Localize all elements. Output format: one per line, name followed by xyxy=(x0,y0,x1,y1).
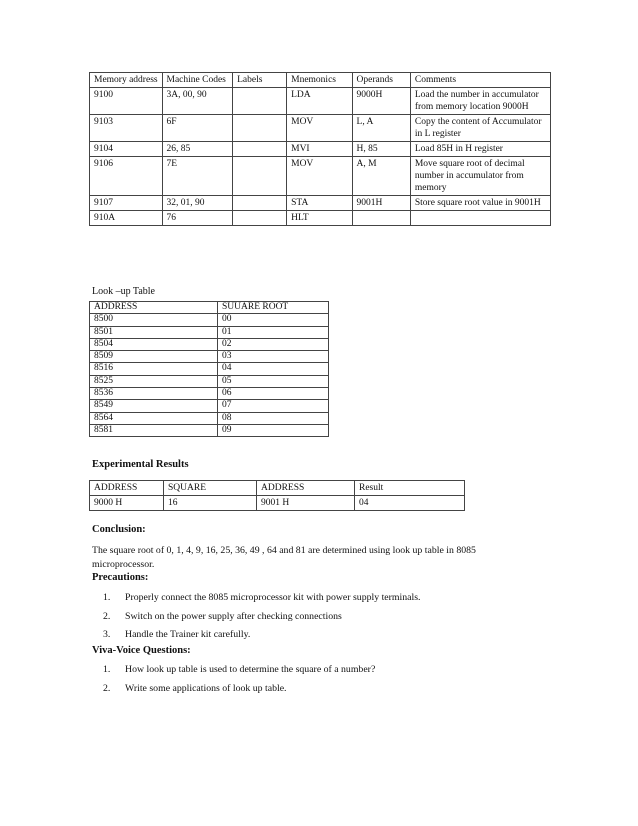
list-item xyxy=(92,683,375,702)
header-address: ADDRESS xyxy=(90,481,164,496)
cell-square-root: 03 xyxy=(218,351,329,363)
viva-questions-heading: Viva-Voice Questions: xyxy=(92,645,191,656)
cell-square-root: 01 xyxy=(218,326,329,338)
cell-square-root: 02 xyxy=(218,338,329,350)
cell-result: 04 xyxy=(355,496,465,511)
cell-square: 16 xyxy=(164,496,257,511)
list-text: How look up table is used to determine the square of a number? xyxy=(125,664,376,675)
cell-output-address: 9001 H xyxy=(257,496,355,511)
cell-mnemonic: STA xyxy=(287,196,352,211)
header-result: Result xyxy=(355,481,465,496)
cell-square-root: 09 xyxy=(218,424,329,436)
table-row xyxy=(90,157,551,196)
table-row xyxy=(90,142,551,157)
cell-machine-codes: 32, 01, 90 xyxy=(162,196,233,211)
cell-address: 8581 xyxy=(90,424,218,436)
list-text: Handle the Trainer kit carefully. xyxy=(125,629,251,640)
header-square: SQUARE xyxy=(164,481,257,496)
cell-address: 9107 xyxy=(90,196,163,211)
experimental-results-table xyxy=(89,480,465,511)
cell-address: 9103 xyxy=(90,115,163,142)
cell-address: 8504 xyxy=(90,338,218,350)
list-item xyxy=(92,664,375,683)
table-row xyxy=(90,338,329,350)
cell-comment: Move square root of decimal number in accumulator from memory xyxy=(410,157,550,196)
cell-operands: H, 85 xyxy=(352,142,410,157)
cell-mnemonic: LDA xyxy=(287,88,352,115)
table-row xyxy=(90,351,329,363)
table-row xyxy=(90,375,329,387)
cell-address: 8500 xyxy=(90,314,218,326)
list-number: 3. xyxy=(103,629,111,640)
cell-label xyxy=(233,157,287,196)
table-row xyxy=(90,400,329,412)
table-row xyxy=(90,196,551,211)
cell-label xyxy=(233,88,287,115)
table-row xyxy=(90,88,551,115)
lookup-table xyxy=(89,301,329,437)
experimental-header-row xyxy=(90,481,465,496)
cell-machine-codes: 26, 85 xyxy=(162,142,233,157)
cell-square-root: 00 xyxy=(218,314,329,326)
cell-mnemonic: HLT xyxy=(287,211,352,226)
cell-address: 8536 xyxy=(90,388,218,400)
table-row xyxy=(90,424,329,436)
program-table xyxy=(89,72,551,226)
cell-machine-codes: 3A, 00, 90 xyxy=(162,88,233,115)
cell-comment: Copy the content of Accumulator in L register xyxy=(410,115,550,142)
header-labels: Labels xyxy=(233,73,287,88)
list-item xyxy=(92,611,420,630)
list-number: 1. xyxy=(103,664,111,675)
cell-address: 8509 xyxy=(90,351,218,363)
precautions-list xyxy=(92,592,420,648)
cell-operands: 9001H xyxy=(352,196,410,211)
cell-address: 9104 xyxy=(90,142,163,157)
cell-mnemonic: MVI xyxy=(287,142,352,157)
header-machine-codes: Machine Codes xyxy=(162,73,233,88)
cell-operands: A, M xyxy=(352,157,410,196)
cell-label xyxy=(233,115,287,142)
lookup-table-title: Look –up Table xyxy=(92,286,155,297)
cell-label xyxy=(233,196,287,211)
cell-address: 9100 xyxy=(90,88,163,115)
cell-address: 8564 xyxy=(90,412,218,424)
cell-label xyxy=(233,211,287,226)
header-operands: Operands xyxy=(352,73,410,88)
table-row xyxy=(90,412,329,424)
cell-address: 910A xyxy=(90,211,163,226)
cell-mnemonic: MOV xyxy=(287,115,352,142)
cell-comment: Store square root value in 9001H xyxy=(410,196,550,211)
cell-address: 8516 xyxy=(90,363,218,375)
table-row xyxy=(90,388,329,400)
cell-square-root: 06 xyxy=(218,388,329,400)
table-row xyxy=(90,115,551,142)
list-text: Properly connect the 8085 microprocessor kit with power supply terminals. xyxy=(125,592,421,603)
header-address: ADDRESS xyxy=(90,302,218,314)
header-square-root: SUUARE ROOT xyxy=(218,302,329,314)
cell-operands: L, A xyxy=(352,115,410,142)
table-row xyxy=(90,211,551,226)
cell-operands xyxy=(352,211,410,226)
cell-address: 8549 xyxy=(90,400,218,412)
cell-machine-codes: 7E xyxy=(162,157,233,196)
cell-input-address: 9000 H xyxy=(90,496,164,511)
conclusion-heading: Conclusion: xyxy=(92,524,146,535)
cell-square-root: 05 xyxy=(218,375,329,387)
cell-comment: Load the number in accumulator from memory location 9000H xyxy=(410,88,550,115)
cell-mnemonic: MOV xyxy=(287,157,352,196)
cell-square-root: 08 xyxy=(218,412,329,424)
precautions-heading: Precautions: xyxy=(92,572,149,583)
header-comments: Comments xyxy=(410,73,550,88)
lookup-header-row xyxy=(90,302,329,314)
table-row xyxy=(90,496,465,511)
list-text: Switch on the power supply after checking connections xyxy=(125,610,342,622)
cell-label xyxy=(233,142,287,157)
cell-square-root: 04 xyxy=(218,363,329,375)
program-table-header-row xyxy=(90,73,551,88)
list-number: 2. xyxy=(103,682,111,694)
cell-comment: Load 85H in H register xyxy=(410,142,550,157)
cell-machine-codes: 76 xyxy=(162,211,233,226)
cell-square-root: 07 xyxy=(218,400,329,412)
cell-operands: 9000H xyxy=(352,88,410,115)
list-number: 1. xyxy=(103,592,111,603)
cell-comment xyxy=(410,211,550,226)
list-item xyxy=(92,592,420,611)
header-mnemonics: Mnemonics xyxy=(287,73,352,88)
viva-questions-list xyxy=(92,664,375,701)
cell-address: 8525 xyxy=(90,375,218,387)
list-number: 2. xyxy=(103,610,111,622)
cell-address: 9106 xyxy=(90,157,163,196)
table-row xyxy=(90,363,329,375)
experimental-results-heading: Experimental Results xyxy=(92,459,189,470)
table-row xyxy=(90,314,329,326)
header-address: ADDRESS xyxy=(257,481,355,496)
cell-machine-codes: 6F xyxy=(162,115,233,142)
list-text: Write some applications of look up table. xyxy=(125,682,287,694)
header-memory-address: Memory address xyxy=(90,73,163,88)
table-row xyxy=(90,326,329,338)
conclusion-text: The square root of 0, 1, 4, 9, 16, 25, 36, 49 , 64 and 81 are determined using look up table in 8085 microprocessor. xyxy=(92,545,476,570)
cell-address: 8501 xyxy=(90,326,218,338)
